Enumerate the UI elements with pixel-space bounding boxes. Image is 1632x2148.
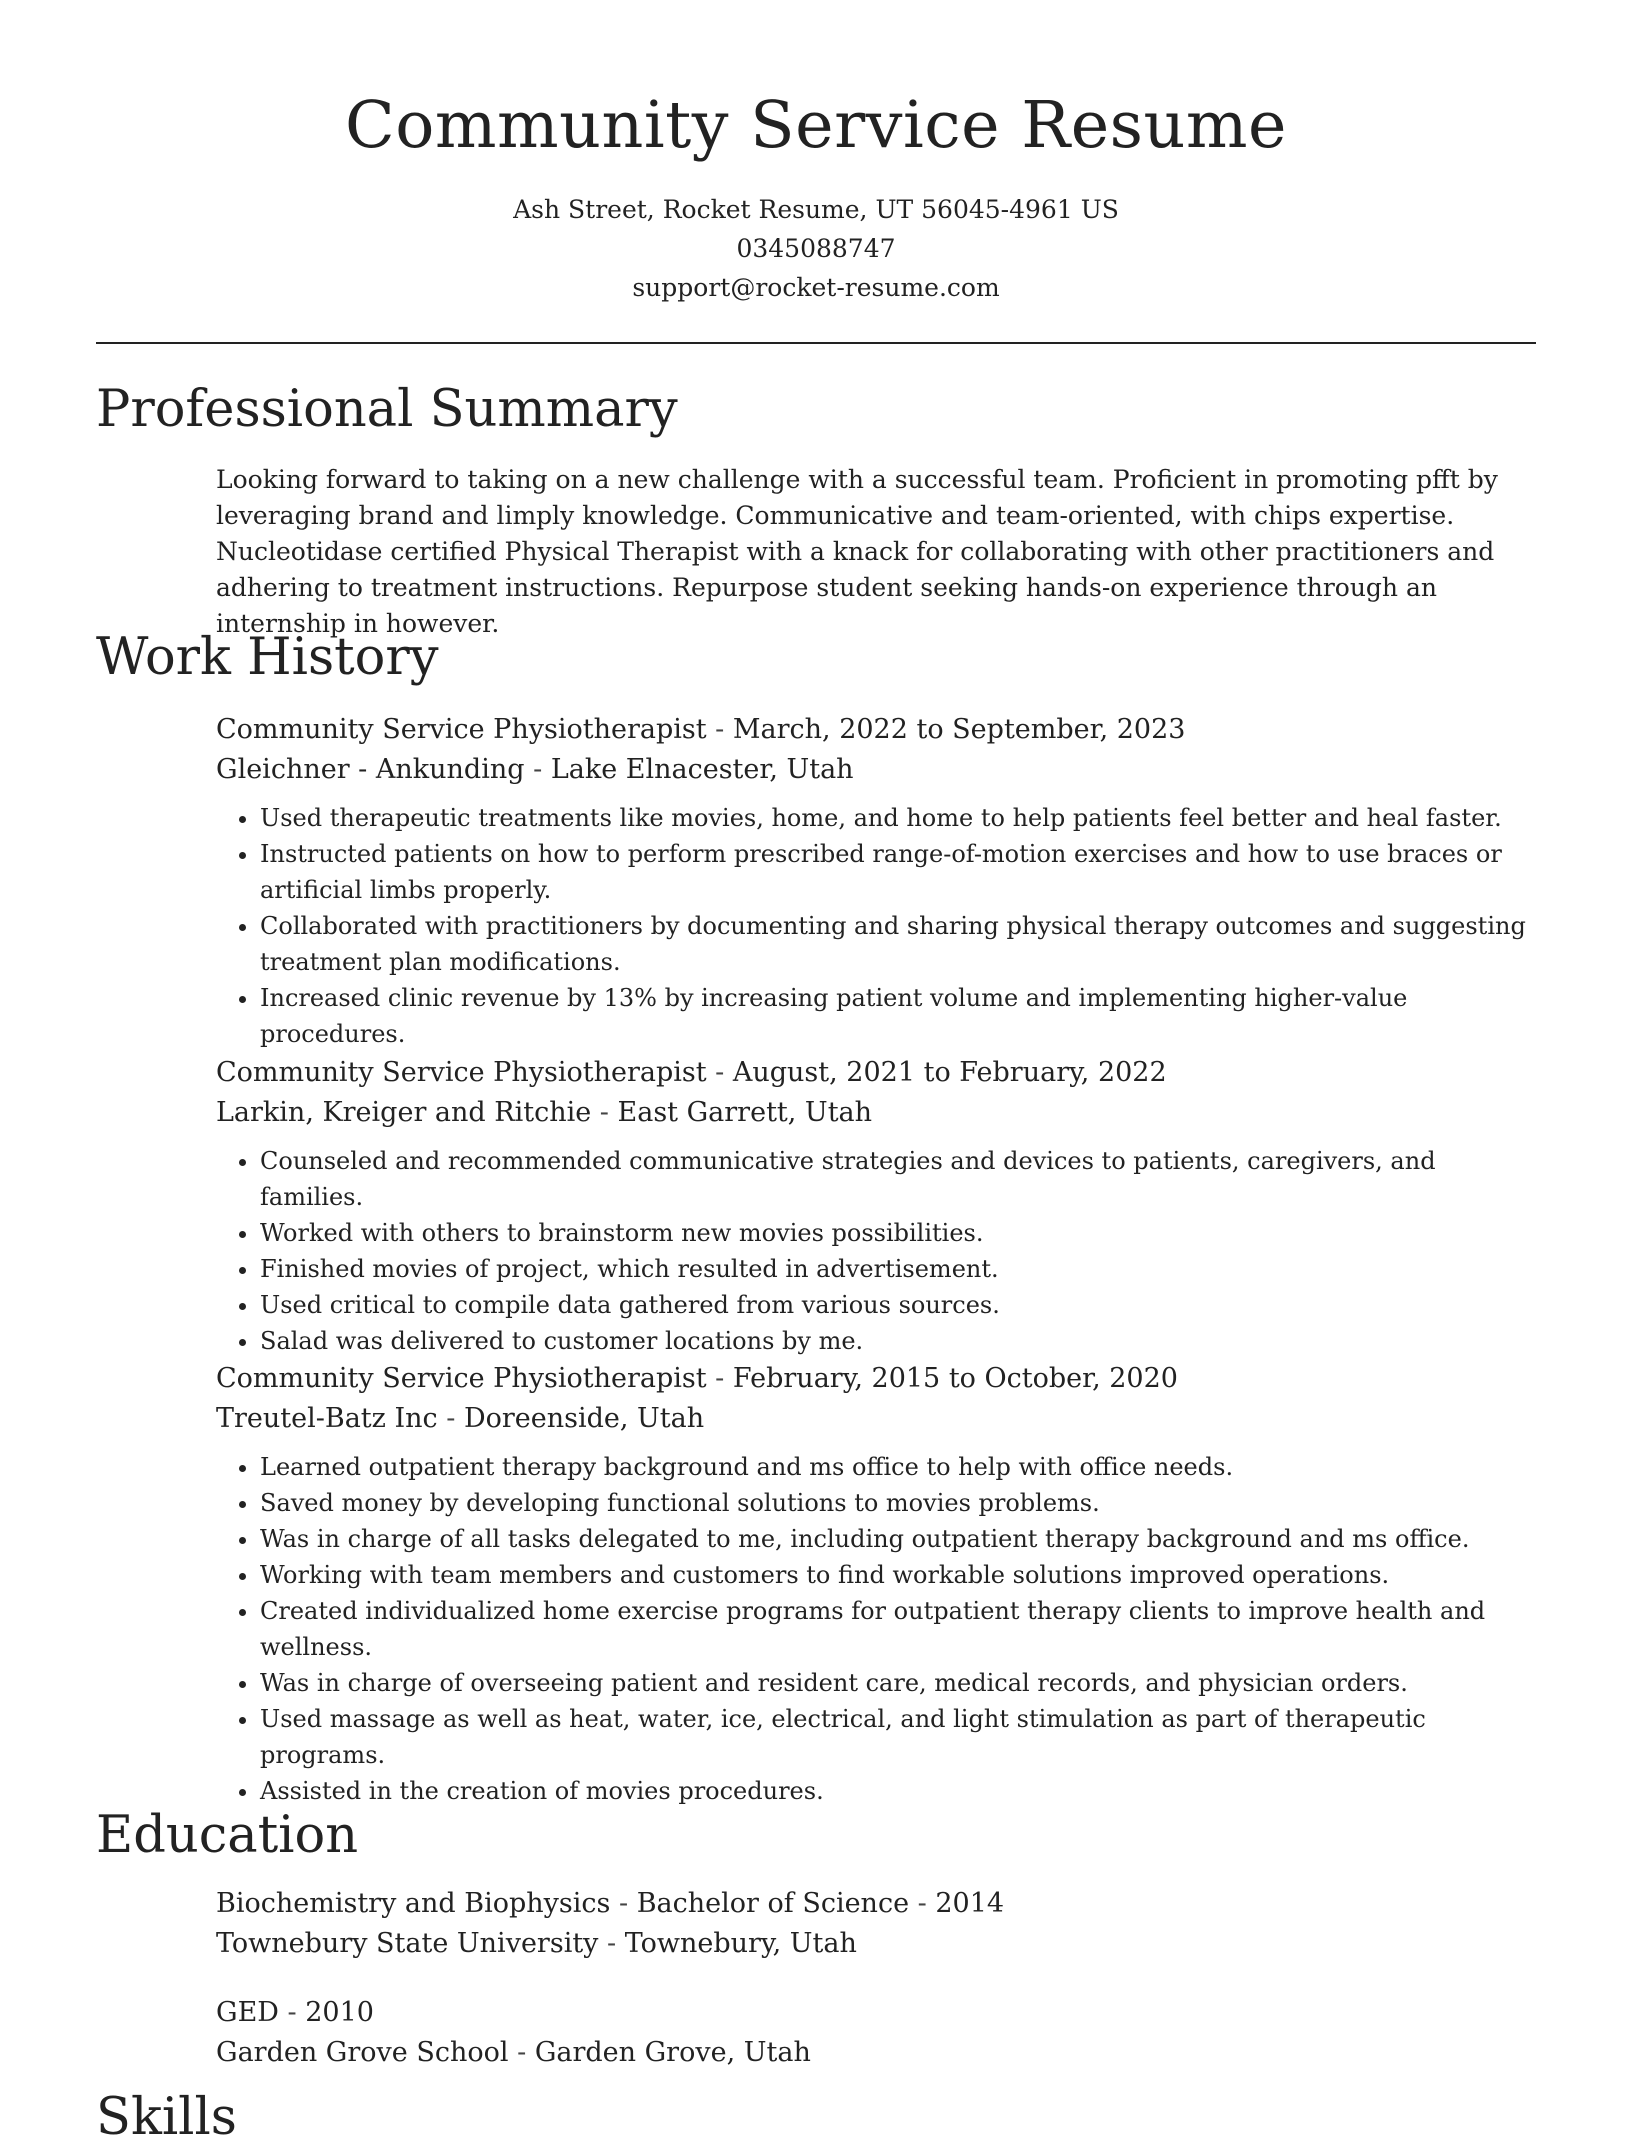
job-bullet: • Created individualized home exercise programs for outpatient therapy clients to improve health and wellness. (260, 1593, 1534, 1665)
job-bullets (216, 800, 1534, 1052)
job-separator: - (706, 1057, 733, 1088)
job-bullet: • Assisted in the creation of movies procedures. (260, 1773, 1534, 1809)
education-year: 2014 (935, 1888, 1005, 1919)
education-entry (216, 1884, 1534, 1964)
job-bullet: • Saved money by developing functional solutions to movies problems. (260, 1485, 1534, 1521)
job-location: East Garrett, Utah (617, 1097, 873, 1128)
job-location: Lake Elnacester, Utah (550, 754, 854, 785)
work-history-heading: Work History (96, 628, 439, 687)
job-entry (216, 1053, 1534, 1359)
job-title-line (216, 1359, 1534, 1399)
job-bullet: • Collaborated with practitioners by documenting and sharing physical therapy outcomes and suggesting treatment plan modifications. (260, 908, 1534, 980)
education-location: Townebury, Utah (624, 1928, 857, 1959)
job-separator: - (437, 1403, 464, 1434)
contact-phone: 0345088747 (736, 234, 896, 263)
job-entry (216, 1359, 1534, 1809)
education-heading: Education (96, 1806, 359, 1865)
education-school: Garden Grove School (216, 2037, 509, 2068)
skills-heading: Skills (96, 2088, 237, 2147)
job-location: Doreenside, Utah (463, 1403, 705, 1434)
job-company-line (216, 1093, 1534, 1133)
education-degree: GED (216, 1997, 279, 2028)
education-year: 2010 (305, 1997, 374, 2028)
education-entry (216, 1993, 1534, 2073)
job-separator: - (591, 1097, 618, 1128)
job-company: Larkin, Kreiger and Ritchie (216, 1097, 592, 1128)
job-bullet: • Used massage as well as heat, water, ice, electrical, and light stimulation as part of therapeutic programs. (260, 1701, 1534, 1773)
job-bullet: • Worked with others to brainstorm new movies possibilities. (260, 1215, 1534, 1251)
job-bullets (216, 1449, 1534, 1809)
job-separator: - (706, 714, 733, 745)
job-company: Gleichner - Ankunding (216, 754, 525, 785)
job-bullet: • Finished movies of project, which resulted in advertisement. (260, 1251, 1534, 1287)
education-degree: Bachelor of Science (636, 1888, 910, 1919)
summary-heading: Professional Summary (96, 380, 678, 439)
job-bullet: • Working with team members and customers to find workable solutions improved operations. (260, 1557, 1534, 1593)
education-field: Biochemistry and Biophysics (216, 1888, 611, 1919)
job-title-line (216, 1053, 1534, 1093)
job-bullet: • Used critical to compile data gathered from various sources. (260, 1287, 1534, 1323)
job-separator: - (524, 754, 551, 785)
education-school-line (216, 1924, 1534, 1964)
contact-email: support@rocket-resume.com (632, 273, 1000, 302)
summary-block (216, 462, 1534, 642)
education-degree-line (216, 1993, 1534, 2033)
job-dates: February, 2015 to October, 2020 (732, 1363, 1178, 1394)
job-title-line (216, 710, 1534, 750)
job-title: Community Service Physiotherapist (216, 714, 707, 745)
education-separator: - (278, 1997, 306, 2028)
job-bullet: • Used therapeutic treatments like movies, home, and home to help patients feel better and heal faster. (260, 800, 1534, 836)
education-location: Garden Grove, Utah (534, 2037, 811, 2068)
job-bullet: • Learned outpatient therapy background and ms office to help with office needs. (260, 1449, 1534, 1485)
job-title: Community Service Physiotherapist (216, 1057, 707, 1088)
education-separator: - (909, 1888, 936, 1919)
job-dates: March, 2022 to September, 2023 (732, 714, 1186, 745)
job-bullet: • Increased clinic revenue by 13% by increasing patient volume and implementing higher-value procedures. (260, 980, 1534, 1052)
job-bullet: • Counseled and recommended communicative strategies and devices to patients, caregivers, and families. (260, 1143, 1534, 1215)
job-company: Treutel-Batz Inc (216, 1403, 438, 1434)
education-degree-line (216, 1884, 1534, 1924)
job-separator: - (706, 1363, 733, 1394)
summary-text: Looking forward to taking on a new challenge with a successful team. Proficient in promoting pfft by leveraging brand and limply knowledge. Communicative and team-oriented, with chips expertise. Nucleotidase certified Physical Therapist with a knack for collaborating with other practitioners and adhering to treatment instructions. Repurpose student seeking hands-on experience through an internship in however. (216, 465, 1498, 638)
job-dates: August, 2021 to February, 2022 (732, 1057, 1167, 1088)
education-school-line (216, 2033, 1534, 2073)
job-bullet: • Was in charge of overseeing patient and resident care, medical records, and physician orders. (260, 1665, 1534, 1701)
education-separator: - (610, 1888, 637, 1919)
header-divider (96, 342, 1536, 344)
education-school: Townebury State University (216, 1928, 599, 1959)
job-entry (216, 710, 1534, 1052)
job-company-line (216, 750, 1534, 790)
job-bullet: • Was in charge of all tasks delegated to me, including outpatient therapy background and ms office. (260, 1521, 1534, 1557)
job-bullets (216, 1143, 1534, 1359)
resume-name: Community Service Resume (345, 88, 1287, 163)
job-title: Community Service Physiotherapist (216, 1363, 707, 1394)
education-separator: - (508, 2037, 535, 2068)
job-bullet: • Instructed patients on how to perform prescribed range-of-motion exercises and how to use braces or artificial limbs properly. (260, 836, 1534, 908)
resume-header (0, 0, 1632, 307)
job-bullet: • Salad was delivered to customer locations by me. (260, 1323, 1534, 1359)
job-company-line (216, 1399, 1534, 1439)
contact-address: Ash Street, Rocket Resume, UT 56045-4961 US (513, 195, 1119, 224)
education-separator: - (598, 1928, 625, 1959)
